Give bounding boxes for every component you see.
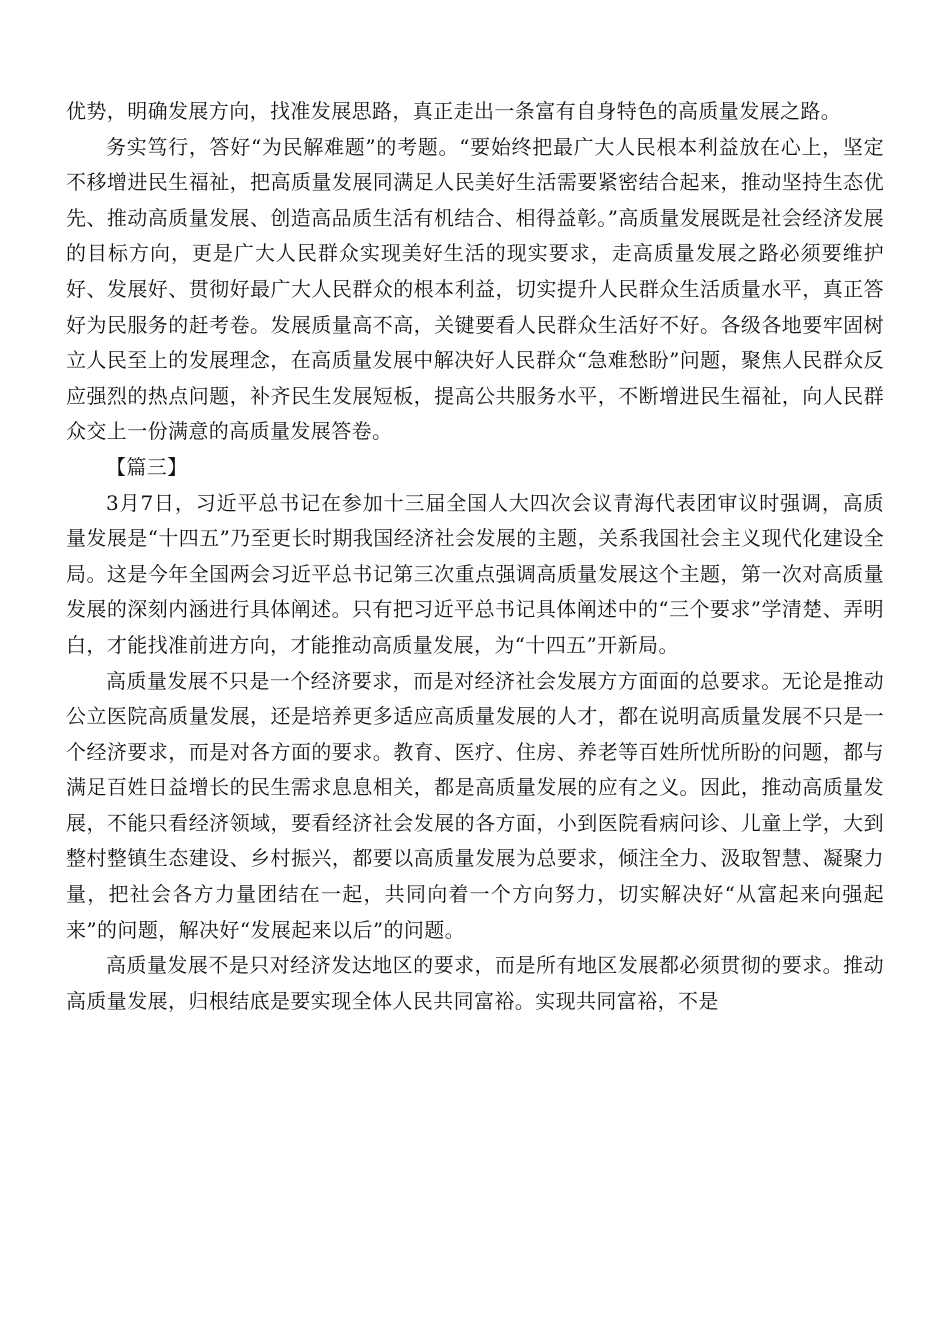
document-page — [66, 94, 884, 1019]
section-heading: 【篇三】 — [106, 454, 188, 479]
paragraph-march-7: 3月7日，习近平总书记在参加十三届全国人大四次会议青海代表团审议时强调，高质量发展是“十四五”乃至更长时期我国经济社会发展的主题，关系我国社会主义现代化建设全局。这是今年全国两会习近平总书记第三次重点强调高质量发展这个主题，第一次对高质量发展的深刻内涵进行具体阐述。只有把习近平总书记具体阐述中的“三个要求”学清楚、弄明白，才能找准前进方向，才能推动高质量发展，为“十四五”开新局。 — [66, 490, 884, 657]
paragraph-overall-requirement: 高质量发展不只是一个经济要求，而是对经济社会发展方方面面的总要求。无论是推动公立医院高质量发展，还是培养更多适应高质量发展的人才，都在说明高质量发展不只是一个经济要求，而是对各方面的要求。教育、医疗、住房、养老等百姓所忧所盼的问题，都与满足百姓日益增长的民生需求息息相关，都是高质量发展的应有之义。因此，推动高质量发展，不能只看经济领域，要看经济社会发展的各方面，小到医院看病问诊、儿童上学，大到整村整镇生态建设、乡村振兴，都要以高质量发展为总要求，倾注全力、汲取智慧、凝聚力量，把社会各方力量团结在一起，共同向着一个方向努力，切实解决好“从富起来向强起来”的问题，解决好“发展起来以后”的问题。 — [66, 668, 884, 942]
paragraph-all-regions: 高质量发展不是只对经济发达地区的要求，而是所有地区发展都必须贯彻的要求。推动高质量发展，归根结底是要实现全体人民共同富裕。实现共同富裕，不是 — [66, 953, 884, 1013]
paragraph-continuation: 优势，明确发展方向，找准发展思路，真正走出一条富有自身特色的高质量发展之路。 — [66, 99, 842, 123]
paragraph-livelihood: 务实笃行，答好“为民解难题”的考题。“要始终把最广大人民根本利益放在心上，坚定不移增进民生福祉，把高质量发展同满足人民美好生活需要紧密结合起来，推动坚持生态优先、推动高质量发展、创造高品质生活有机结合、相得益彰。”高质量发展既是社会经济发展的目标方向，更是广大人民群众实现美好生活的现实要求，走高质量发展之路必须要维护好、发展好、贯彻好最广大人民群众的根本利益，切实提升人民群众生活质量水平，真正答好为民服务的赶考卷。发展质量高不高，关键要看人民群众生活好不好。各级各地要牢固树立人民至上的发展理念，在高质量发展中解决好人民群众“急难愁盼”问题，聚焦人民群众反应强烈的热点问题，补齐民生发展短板，提高公共服务水平，不断增进民生福祉，向人民群众交上一份满意的高质量发展答卷。 — [66, 134, 884, 444]
